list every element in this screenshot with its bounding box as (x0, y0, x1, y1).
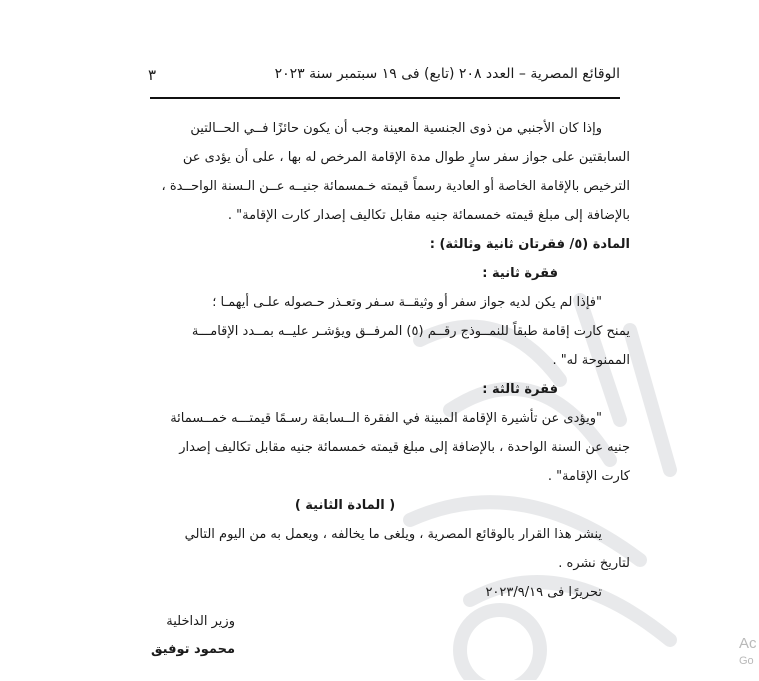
clause-two-heading: فقرة ثانية : (482, 266, 558, 281)
paragraph-line: ينشر هذا القرار بالوقائع المصرية ، ويلغى ما يخالفه ، ويعمل به من اليوم التالي (184, 527, 602, 542)
paragraph-line: "فإذا لم يكن لديه جواز سفر أو وثيقــة سـفر وتعـذر حـصوله علـى أيهمـا ؛ (212, 295, 602, 310)
paragraph-line: لتاريخ نشره . (558, 556, 630, 571)
clause-three-heading: فقرة ثالثة : (482, 382, 558, 397)
article-two-title: ( المادة الثانية ) (294, 498, 396, 513)
paragraph-line: كارت الإقامة" . (547, 469, 630, 484)
paragraph-line: يمنح كارت إقامة طبقاً للنمــوذج رقــم (٥) المرفــق ويؤشـر عليــه بمــدد الإقامـــة (191, 324, 630, 339)
signature-block (80, 608, 235, 664)
paragraph-line: الممنوحة له" . (552, 353, 630, 368)
header-rule (150, 97, 620, 99)
document-body (60, 114, 630, 607)
date-line: تحريرًا فى ٢٠٢٣/٩/١٩ (485, 585, 602, 600)
paragraph-line: وإذا كان الأجنبي من ذوى الجنسية المعينة وجب أن يكون حائزًا فــي الحــالتين (190, 121, 602, 136)
paragraph-line: السابقتين على جواز سفر سارٍ طوال مدة الإقامة المرخص له بها ، على أن يؤدى عن (182, 150, 630, 165)
activation-line-2: Go (739, 655, 754, 667)
article-5-heading: المادة (٥/ فقرتان ثانية وثالثة) : (429, 237, 630, 252)
page-number: ٣ (148, 66, 157, 84)
paragraph-line: "ويؤدى عن تأشيرة الإقامة المبينة في الفقرة الــسابقة رسـمًا قيمتـــه خمــسمائة (170, 411, 602, 426)
paragraph-line: بالإضافة إلى مبلغ قيمته خمسمائة جنيه مقابل تكاليف إصدار كارت الإقامة" . (227, 208, 630, 223)
activation-line-1: Ac (739, 635, 757, 652)
page-header (148, 66, 620, 88)
gazette-title: الوقائع المصرية – العدد ٢٠٨ (تابع) فى ١٩ سبتمبر سنة ٢٠٢٣ (274, 66, 620, 82)
windows-activation-watermark (739, 634, 757, 668)
signatory-name: محمود توفيق (150, 642, 235, 657)
signatory-role: وزير الداخلية (166, 614, 235, 629)
paragraph-line: جنيه عن السنة الواحدة ، بالإضافة إلى مبلغ قيمته خمسمائة جنيه مقابل تكاليف إصدار (179, 440, 630, 455)
paragraph-line: الترخيص بالإقامة الخاصة أو العادية رسماً قيمته خـمسمائة جنيــه عــن الـسنة الواحــدة ، (161, 179, 630, 194)
